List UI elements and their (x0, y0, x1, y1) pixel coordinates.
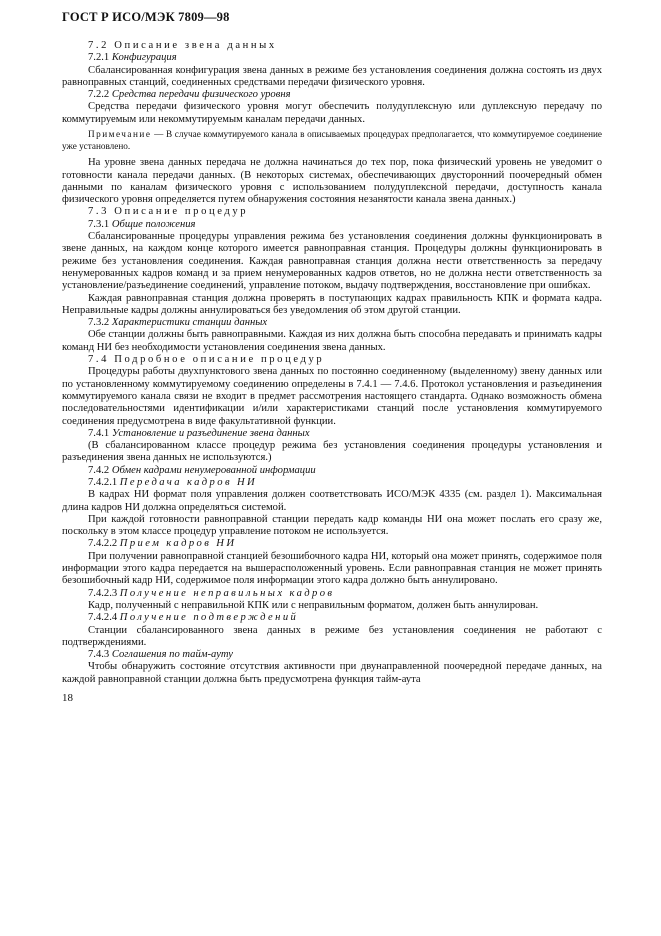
paragraph: При каждой готовности равноправной станции передать кадр команды НИ она может послать его сразу же, поскольку в этом классе процедур управление потоком не используется. (62, 513, 602, 538)
paragraph: (В сбалансированном классе процедур режима без установления соединения процедуры установления и разъединения звена данных не используются.) (62, 440, 602, 464)
note-label: Примечание (88, 129, 152, 140)
subsection-heading: 7.4.2.1 Передача кадров НИ (88, 476, 258, 488)
paragraph: Сбалансированные процедуры управления режима без установления соединения должны функционировать в звене данных, на каждом конце которого имеется равноправная станция. Процедуры должны функционировать в режиме без установления соединения. Каждая равноправная станция должна нести ответственность за передачу ненумерованных кадров команд и за прием ненумерованных кадров ответов, но не должна нести ответственность за установление/разъединение соединений, управление потоком, выдачу подтверждения, восстановление при ошибках. (62, 231, 602, 292)
page-number: 18 (62, 692, 73, 705)
subsection-heading: 7.4.2.2 Прием кадров НИ (88, 538, 237, 550)
section-heading: 7.3 Описание процедур (88, 206, 249, 218)
paragraph: Станции сбалансированного звена данных в режиме без установления соединения не работают с подтверждениями. (62, 624, 602, 648)
subsection-heading: 7.2.1 Конфигурация (88, 52, 177, 64)
page-header: ГОСТ Р ИСО/МЭК 7809—98 (62, 10, 230, 24)
note (62, 129, 602, 152)
subsection-heading: 7.2.2 Средства передачи физического уровня (88, 89, 291, 101)
paragraph: Обе станции должны быть равноправными. Каждая из них должна быть способна передавать и принимать кадры команд НИ без необходимости установления соединения звена данных. (62, 329, 602, 353)
paragraph: При получении равноправной станцией безошибочного кадра НИ, который она может принять, содержимое поля информации этого кадра передается на вышерасположенный уровень. Если равноправная станция не может принять безошибочный кадр НИ, содержимое поля информации этого кадра должно быть аннулировано. (62, 550, 602, 587)
paragraph: Чтобы обнаружить состояние отсутствия активности при двунаправленной поочередной передаче данных, на каждой равноправной станции должна быть предусмотрена функция тайм-аута (62, 661, 602, 685)
section-heading: 7.2 Описание звена данных (88, 40, 277, 51)
subsection-heading: 7.3.2 Характеристики станции данных (88, 317, 268, 329)
subsection-heading: 7.4.3 Соглашения по тайм-ауту (88, 649, 233, 661)
subsection-heading: 7.4.2.3 Получение неправильных кадров (88, 587, 335, 599)
subsection-heading: 7.4.2 Обмен кадрами ненумерованной информации (88, 464, 316, 476)
section-heading: 7.4 Подробное описание процедур (88, 354, 325, 366)
paragraph: В кадрах НИ формат поля управления должен соответствовать ИСО/МЭК 4335 (см. раздел 1). Максимальная длина кадров НИ должна определяться системой. (62, 489, 602, 513)
paragraph: Сбалансированная конфигурация звена данных в режиме без установления соединения должна состоять из двух равноправных станций, соединенных средствами передачи физического уровня. (62, 64, 602, 88)
paragraph: На уровне звена данных передача не должна начинаться до тех пор, пока физический уровень не уведомит о готовности канала передачи данных. (В некоторых системах, обеспечивающих двусторонний поочередный обмен данными по каналам физического уровня с использованием полудуплексной передачи, доступность канала физического уровня определяется путем обнаружения состояния незанятости канала звена данных.) (62, 157, 602, 206)
paragraph: Средства передачи физического уровня могут обеспечить полудуплексную или дуплексную передачу по коммутируемым или некоммутируемым каналам передачи данных. (62, 101, 602, 125)
subsection-heading: 7.4.1 Установление и разъединение звена данных (88, 427, 310, 439)
paragraph: Кадр, полученный с неправильной КПК или с неправильным форматом, должен быть аннулирован. (88, 599, 539, 611)
note-text: — В случае коммутируемого канала в описываемых процедурах предполагается, что коммутируемое соединение уже установлено. (62, 129, 603, 151)
paragraph: Каждая равноправная станция должна проверять в поступающих кадрах правильность КПК и формата кадра. Неправильные кадры должны аннулироваться без уведомления об этом другой станции. (62, 292, 602, 316)
subsection-heading: 7.3.1 Общие положения (88, 218, 196, 230)
document-page (62, 10, 602, 704)
document-body (62, 40, 602, 686)
subsection-heading: 7.4.2.4 Получение подтверждений (88, 612, 299, 624)
paragraph: Процедуры работы двухпунктового звена данных по постоянно соединенному (выделенному) звену данных или по установленному коммутируемому соединению определены в 7.4.1 — 7.4.6. Протокол установления и разъединения коммутируемого канала связи не входит в предмет рассмотрения настоящего стандарта. Однако возможность обмена последовательностями идентификации и/или характеристиками станций после установления коммутируемого соединения предусмотрена в виде факультативной функции. (62, 366, 602, 427)
